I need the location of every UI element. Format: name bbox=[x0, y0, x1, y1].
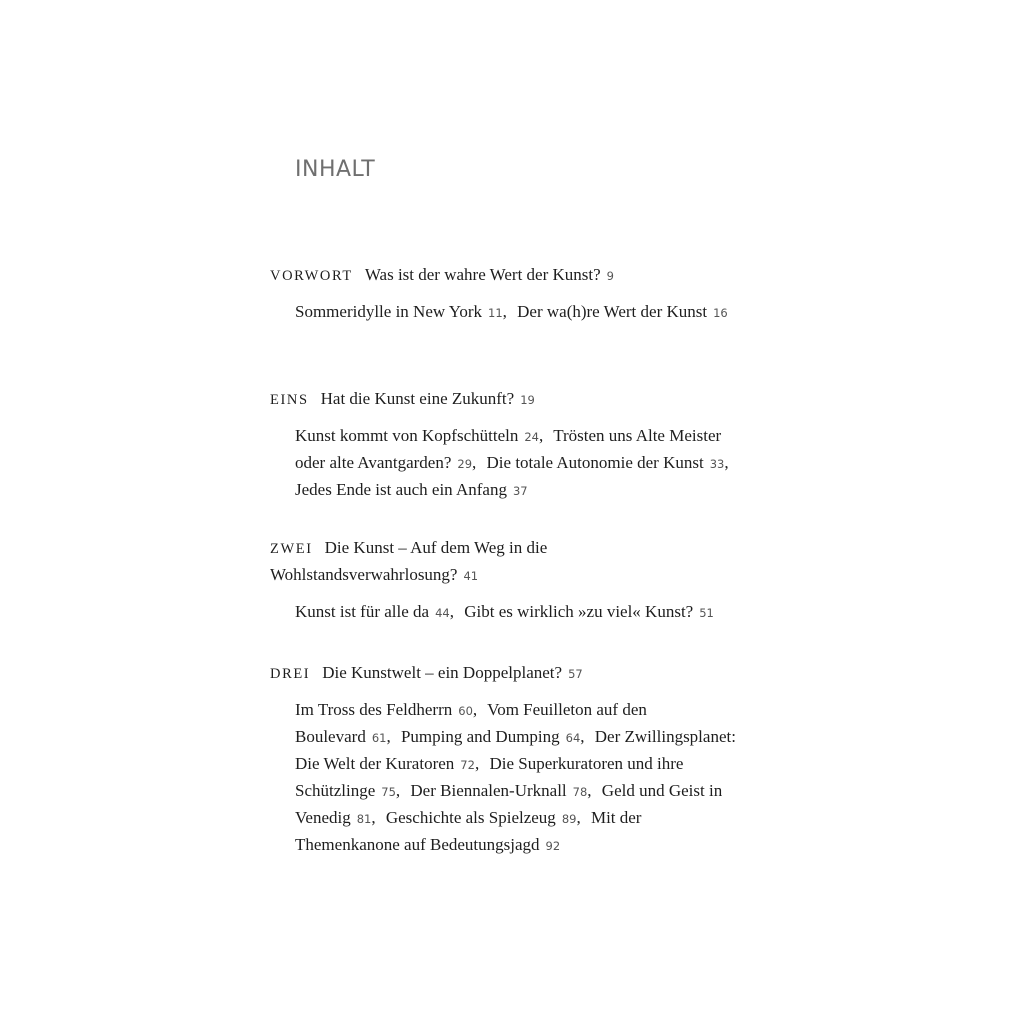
chapter-heading bbox=[270, 660, 750, 687]
chapter-label: ZWEI bbox=[270, 541, 313, 557]
section-list: Kunst kommt von Kopfschütteln 24, Trösten uns Alte Meister oder alte Avantgarden? 29, Die totale Autonomie der Kunst 33, Jedes Ende ist auch ein Anfang 37 bbox=[295, 426, 729, 499]
page-number: 72 bbox=[460, 758, 475, 772]
page-number: 78 bbox=[572, 785, 588, 799]
section-title: Kunst ist für alle da bbox=[295, 602, 430, 621]
page-number: 64 bbox=[565, 731, 581, 745]
section-title: Der Biennalen-Urknall bbox=[410, 781, 567, 800]
page-number: 11 bbox=[488, 306, 503, 320]
page-number: 19 bbox=[520, 393, 535, 407]
section-title: Geschichte als Spielzeug bbox=[385, 808, 556, 827]
section-title: Trösten uns Alte Meister oder alte Avantgarden? bbox=[295, 426, 722, 472]
chapter-title: Was ist der wahre Wert der Kunst? bbox=[364, 265, 601, 284]
section-title: Gibt es wirklich »zu viel« Kunst? bbox=[464, 602, 694, 621]
chapter-heading bbox=[270, 262, 750, 289]
section-title: Sommeridylle in New York bbox=[295, 302, 482, 321]
section-list: Im Tross des Feldherrn 60, Vom Feuilleton auf den Boulevard 61, Pumping and Dumping 64, Der Zwillingsplanet: Die Welt der Kuratoren 72, Die Superkuratoren und ihre Schützlinge 75, Der Biennalen-Urknall 78, Geld und Geist in Venedig 81, Geschichte als Spielzeug 89, Mit der Themenkanone auf Bedeutungsjagd 92 bbox=[295, 700, 736, 854]
section-title: Vom Feuilleton auf den Boulevard bbox=[295, 700, 647, 746]
chapter-title: Hat die Kunst eine Zukunft? bbox=[320, 389, 515, 408]
page-number: 41 bbox=[463, 569, 479, 583]
section-title: Jedes Ende ist auch ein Anfang bbox=[295, 480, 507, 499]
chapter-vorwort bbox=[270, 262, 750, 326]
page-number: 92 bbox=[545, 839, 561, 853]
chapter-label: DREI bbox=[270, 666, 311, 682]
chapter-heading bbox=[270, 386, 750, 413]
page-number: 44 bbox=[435, 606, 450, 620]
section-list: Kunst ist für alle da 44, Gibt es wirklich »zu viel« Kunst? 51 bbox=[295, 602, 714, 621]
section-title: Im Tross des Feldherrn bbox=[295, 700, 453, 719]
chapter-zwei bbox=[270, 535, 750, 626]
section-title: Der Zwillingsplanet: Die Welt der Kuratoren bbox=[295, 727, 736, 773]
section-list: Sommeridylle in New York 11, Der wa(h)re Wert der Kunst 16 bbox=[295, 302, 728, 321]
chapter-label: EINS bbox=[270, 392, 309, 408]
page-number: 37 bbox=[512, 484, 528, 498]
page-number: 60 bbox=[458, 704, 473, 718]
section-title: Die totale Autonomie der Kunst bbox=[486, 453, 704, 472]
page-number: 51 bbox=[699, 606, 714, 620]
chapter-title: Die Kunstwelt – ein Doppelplanet? bbox=[322, 663, 563, 682]
page-number: 16 bbox=[713, 306, 728, 320]
chapter-drei bbox=[270, 660, 750, 859]
section-title: Die Superkuratoren und ihre Schützlinge bbox=[295, 754, 684, 800]
page-number: 9 bbox=[606, 269, 614, 283]
section-title: Mit der Themenkanone auf Bedeutungsjagd bbox=[295, 808, 642, 854]
page-title: INHALT bbox=[295, 157, 376, 182]
page-number: 75 bbox=[381, 785, 396, 799]
page-number: 29 bbox=[457, 457, 473, 471]
chapter-title: Die Kunst – Auf dem Weg in die Wohlstandsverwahrlosung? bbox=[270, 538, 548, 584]
page-number: 57 bbox=[568, 667, 583, 681]
section-title: Kunst kommt von Kopfschütteln bbox=[295, 426, 519, 445]
chapter-eins bbox=[270, 386, 750, 504]
section-title: Der wa(h)re Wert der Kunst bbox=[517, 302, 708, 321]
section-title: Geld und Geist in Venedig bbox=[295, 781, 723, 827]
chapter-heading bbox=[270, 535, 600, 589]
page-number: 61 bbox=[371, 731, 387, 745]
section-title: Pumping and Dumping bbox=[400, 727, 560, 746]
page-number: 89 bbox=[561, 812, 577, 826]
chapter-label: VORWORT bbox=[270, 268, 353, 284]
page-number: 33 bbox=[709, 457, 725, 471]
page-number: 81 bbox=[356, 812, 372, 826]
page-number: 24 bbox=[524, 430, 539, 444]
